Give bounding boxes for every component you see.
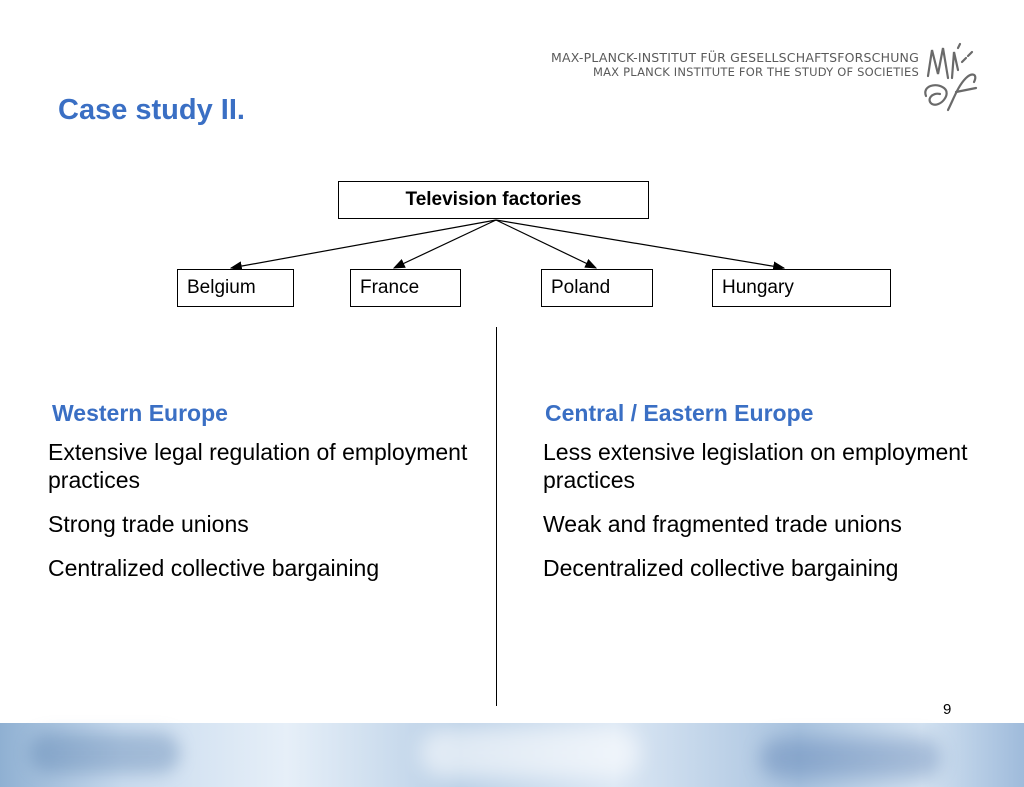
footer-decoration (0, 723, 1024, 787)
node-belgium: Belgium (177, 269, 294, 307)
eastern-europe-heading: Central / Eastern Europe (545, 400, 814, 426)
slide-title: Case study II. (58, 94, 245, 126)
list-item: Less extensive legislation on employment practices (543, 439, 968, 493)
eastern-europe-column (543, 398, 983, 598)
list-item: Strong trade unions (48, 511, 249, 537)
western-europe-column (48, 398, 478, 598)
arrow-to-hungary (496, 220, 784, 268)
arrow-to-poland (496, 220, 596, 268)
list-item: Centralized collective bargaining (48, 555, 380, 581)
institute-name-german: MAX-PLANCK-INSTITUT FÜR GESELLSCHAFTSFORSCHUNG (551, 50, 919, 65)
eastern-europe-list (543, 438, 983, 582)
footer-blur (30, 733, 180, 773)
node-poland: Poland (541, 269, 653, 307)
institute-name-english: MAX PLANCK INSTITUTE FOR THE STUDY OF SOCIETIES (592, 65, 919, 79)
page-number: 9 (943, 701, 952, 718)
western-europe-heading: Western Europe (52, 400, 228, 426)
node-france: France (350, 269, 461, 307)
list-item: Decentralized collective bargaining (543, 555, 899, 581)
list-item: Weak and fragmented trade unions (543, 511, 902, 537)
root-node: Television factories (338, 181, 649, 219)
column-divider (496, 327, 497, 706)
list-item: Extensive legal regulation of employment practices (48, 439, 468, 493)
node-hungary: Hungary (712, 269, 891, 307)
footer-blur (420, 728, 640, 778)
arrow-to-belgium (231, 220, 496, 268)
western-europe-list (48, 438, 478, 582)
arrow-to-france (394, 220, 496, 268)
footer-blur (760, 738, 940, 778)
